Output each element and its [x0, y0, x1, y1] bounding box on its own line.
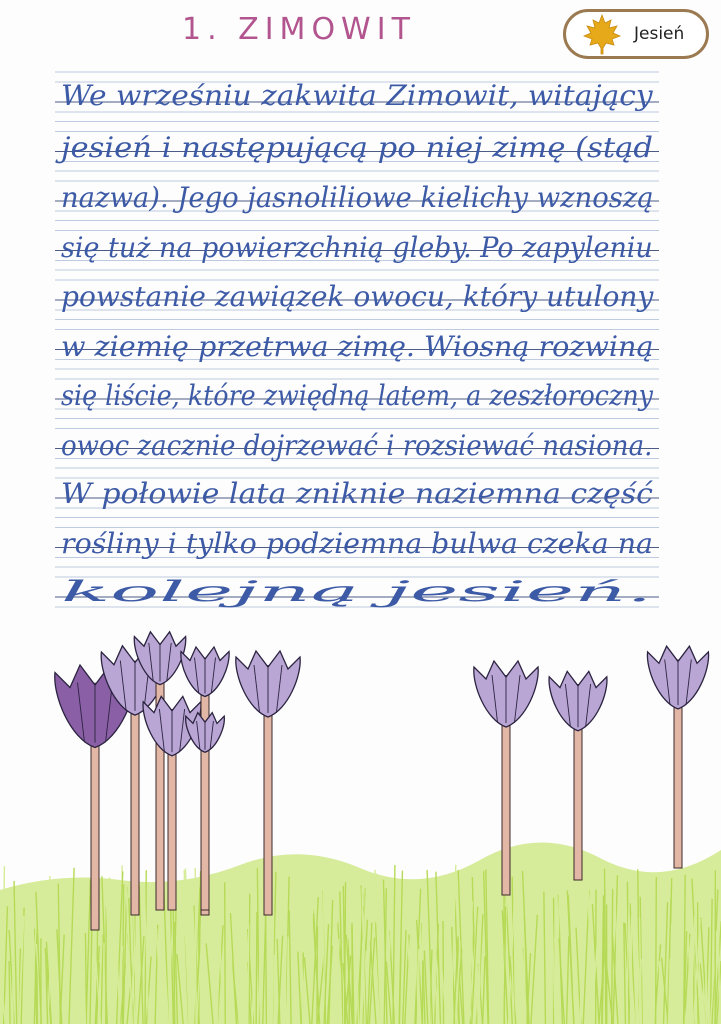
handwritten-text-area — [55, 66, 659, 612]
text-line: rośliny i tylko podziemna bulwa czeka na — [61, 527, 653, 560]
text-line: powstanie zawiązek owocu, który utulony — [61, 280, 654, 313]
text-line: nazwa). Jego jasnoliliowe kielichy wznoszą — [61, 181, 654, 214]
season-label: Jesień — [634, 24, 685, 44]
text-line: owoc zacznie dojrzewać i rozsiewać nasiona. — [61, 429, 653, 462]
maple-leaf-icon — [580, 12, 624, 56]
crocus-drawing — [0, 610, 721, 1024]
text-line: w ziemię przetrwa zimę. Wiosną rozwiną — [61, 330, 654, 363]
text-line: jesień i następującą po niej zimę (stąd — [61, 131, 654, 164]
grass — [0, 842, 721, 1024]
text-line: się tuż na powierzchnią gleby. Po zapyleniu — [61, 231, 653, 264]
text-line: W połowie lata zniknie naziemna część — [61, 477, 653, 510]
season-badge — [563, 9, 709, 59]
text-line: We wrześniu zakwita Zimowit, witający — [61, 79, 653, 112]
page-title: 1. ZIMOWIT — [182, 12, 416, 47]
text-line: się liście, które zwiędną latem, a zeszłoroczny — [61, 379, 653, 412]
crocus-flower — [647, 646, 708, 868]
text-line: kolejną jesień. — [61, 575, 653, 608]
